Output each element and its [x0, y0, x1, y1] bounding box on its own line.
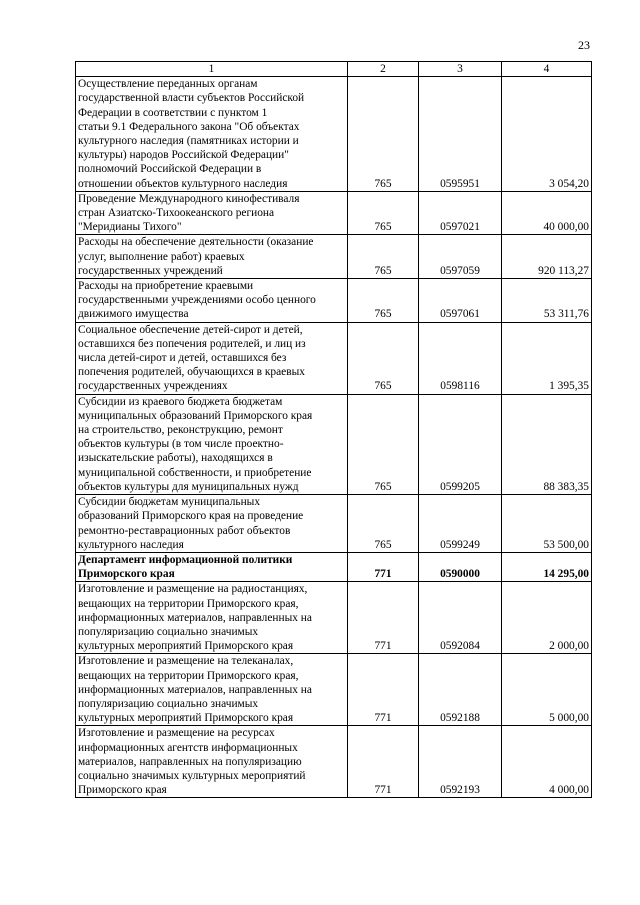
row-article: 0592193	[419, 726, 502, 798]
row-code: 771	[348, 726, 419, 798]
row-name-line: государственных учреждений	[78, 264, 223, 277]
row-name-line: культурного наследия (памятниках истории и	[78, 135, 299, 148]
row-amount: 2 000,00	[502, 582, 592, 654]
row-name-line: информационных материалов, направленных на	[78, 611, 312, 624]
row-name-line: вещающих на территории Приморского края,	[78, 669, 299, 682]
header-col-4: 4	[502, 62, 592, 77]
row-name-line: социально значимых культурных мероприятий	[78, 769, 306, 782]
row-name-line: отношении объектов культурного наследия	[78, 177, 288, 190]
row-name-line: информационных агентств информационных	[78, 741, 298, 754]
row-name-line: материалов, направленных на популяризацию	[78, 755, 302, 768]
row-name	[76, 394, 348, 494]
row-amount: 53 500,00	[502, 495, 592, 553]
row-name-line: Осуществление переданных органам	[78, 78, 258, 91]
table-row	[76, 322, 592, 394]
row-article: 0592084	[419, 582, 502, 654]
row-code: 765	[348, 235, 419, 279]
row-name-line: культурного наследия	[78, 538, 184, 551]
row-name-line: популяризацию социально значимых	[78, 625, 259, 638]
page-number: 23	[578, 38, 590, 52]
row-name-line: "Меридианы Тихого"	[78, 221, 182, 234]
row-name	[76, 654, 348, 726]
row-article: 0597061	[419, 279, 502, 323]
row-amount: 40 000,00	[502, 191, 592, 235]
row-code: 771	[348, 552, 419, 581]
row-name-line: информационных материалов, направленных на	[78, 683, 312, 696]
row-name-line: Приморского края	[78, 784, 167, 797]
row-name-line: государственной власти субъектов Российской	[78, 92, 305, 105]
row-name-line: Изготовление и размещение на телеканалах,	[78, 655, 294, 668]
row-code: 771	[348, 582, 419, 654]
row-amount: 1 395,35	[502, 322, 592, 394]
row-article: 0595951	[419, 77, 502, 192]
row-name	[76, 552, 348, 581]
table-header-row	[76, 62, 592, 77]
row-name-line: Изготовление и размещение на радиостанциях,	[78, 583, 308, 596]
row-name-line: ремонтно-реставрационных работ объектов	[78, 524, 291, 537]
row-code: 765	[348, 495, 419, 553]
row-name-line: попечения родителей, обучающихся в краевых	[78, 366, 305, 379]
row-name-line: оставшихся без попечения родителей, и лиц из	[78, 337, 306, 350]
row-code: 765	[348, 322, 419, 394]
row-name	[76, 495, 348, 553]
table-row	[76, 77, 592, 192]
table-row	[76, 191, 592, 235]
budget-table	[75, 61, 592, 798]
header-col-2: 2	[348, 62, 419, 77]
row-name-line: вещающих на территории Приморского края,	[78, 597, 299, 610]
row-name	[76, 235, 348, 279]
row-name-line: числа детей-сирот и детей, оставшихся без	[78, 352, 287, 365]
row-amount: 53 311,76	[502, 279, 592, 323]
row-code: 771	[348, 654, 419, 726]
table-row	[76, 235, 592, 279]
header-col-1: 1	[76, 62, 348, 77]
header-col-3: 3	[419, 62, 502, 77]
row-name	[76, 77, 348, 192]
row-article: 0598116	[419, 322, 502, 394]
row-code: 765	[348, 279, 419, 323]
row-name-line: изыскательские работы), находящихся в	[78, 452, 273, 465]
row-code: 765	[348, 394, 419, 494]
row-name-line: популяризацию социально значимых	[78, 697, 259, 710]
row-code: 765	[348, 77, 419, 192]
row-name-line: на строительство, реконструкцию, ремонт	[78, 424, 283, 437]
row-name	[76, 322, 348, 394]
table-row	[76, 279, 592, 323]
row-name-line: стран Азиатско-Тихоокеанского региона	[78, 207, 275, 220]
row-name-line: Социальное обеспечение детей-сирот и детей,	[78, 323, 303, 336]
table-row	[76, 394, 592, 494]
row-name	[76, 726, 348, 798]
row-name-line: образований Приморского края на проведение	[78, 510, 304, 523]
table-row	[76, 582, 592, 654]
row-article: 0597059	[419, 235, 502, 279]
row-name-line: Департамент информационной политики	[78, 553, 293, 566]
row-name-line: движимого имущества	[78, 308, 189, 321]
row-name-line: муниципальной собственности, и приобретение	[78, 466, 312, 479]
row-amount: 4 000,00	[502, 726, 592, 798]
row-name-line: Проведение Международного кинофестиваля	[78, 192, 300, 205]
row-name-line: полномочий Российской Федерации в	[78, 163, 262, 176]
table-row	[76, 726, 592, 798]
row-amount: 3 054,20	[502, 77, 592, 192]
row-name-line: государственных учреждениях	[78, 380, 228, 393]
row-name-line: Федерации в соответствии с пунктом 1	[78, 106, 268, 119]
row-name-line: услуг, выполнение работ) краевых	[78, 250, 245, 263]
row-code: 765	[348, 191, 419, 235]
row-name-line: культурных мероприятий Приморского края	[78, 712, 294, 725]
row-name-line: Приморского края	[78, 568, 175, 581]
row-amount: 920 113,27	[502, 235, 592, 279]
row-article: 0592188	[419, 654, 502, 726]
row-name-line: статьи 9.1 Федерального закона "Об объектах	[78, 120, 300, 133]
row-name-line: объектов культуры для муниципальных нужд	[78, 480, 299, 493]
row-article: 0599205	[419, 394, 502, 494]
row-article: 0597021	[419, 191, 502, 235]
row-name-line: Расходы на обеспечение деятельности (оказание	[78, 236, 314, 249]
row-name-line: Субсидии бюджетам муниципальных	[78, 496, 261, 509]
row-name	[76, 191, 348, 235]
row-name-line: Субсидии из краевого бюджета бюджетам	[78, 395, 283, 408]
row-name-line: Расходы на приобретение краевыми	[78, 280, 254, 293]
row-name-line: культурных мероприятий Приморского края	[78, 640, 294, 653]
row-name-line: государственными учреждениями особо ценного	[78, 294, 316, 307]
row-article: 0590000	[419, 552, 502, 581]
row-name-line: объектов культуры (в том числе проектно-	[78, 438, 284, 451]
table-row	[76, 495, 592, 553]
row-article: 0599249	[419, 495, 502, 553]
table-row	[76, 654, 592, 726]
row-amount: 14 295,00	[502, 552, 592, 581]
row-name-line: культуры) народов Российской Федерации"	[78, 149, 289, 162]
row-name	[76, 582, 348, 654]
row-name-line: Изготовление и размещение на ресурсах	[78, 727, 275, 740]
row-name	[76, 279, 348, 323]
table-row	[76, 552, 592, 581]
row-amount: 5 000,00	[502, 654, 592, 726]
row-amount: 88 383,35	[502, 394, 592, 494]
row-name-line: муниципальных образований Приморского края	[78, 409, 313, 422]
